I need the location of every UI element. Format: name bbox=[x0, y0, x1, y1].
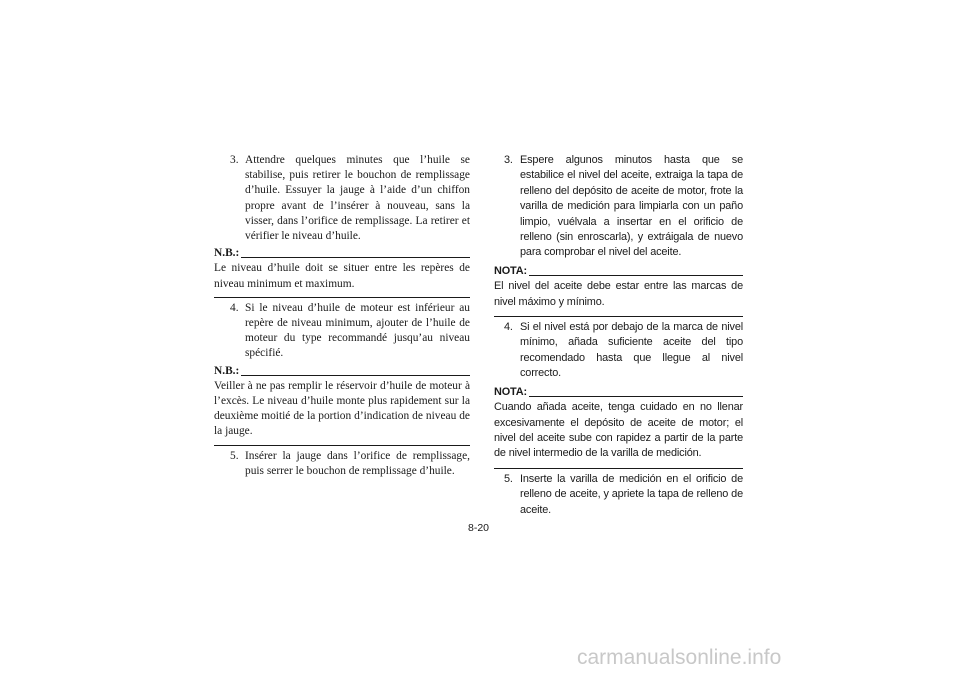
fr-note-2 bbox=[214, 364, 470, 446]
es-note-2-rule bbox=[529, 396, 743, 397]
es-note-1 bbox=[494, 264, 743, 317]
fr-note-2-header bbox=[214, 364, 470, 379]
fr-note-2-label: N.B.: bbox=[214, 364, 240, 377]
es-note-2-text: Cuando añada aceite, tenga cuidado en no llenar excesivamente el depósito de aceite de motor; el nivel del aceite sube con rapidez a partir de la parte de nivel intermedio de la varilla de medición. bbox=[494, 400, 743, 469]
es-note-1-header bbox=[494, 264, 743, 279]
es-step-3-text: Espere algunos minutos hasta que se estabilice el nivel del aceite, extraiga la tapa de relleno del depósito de aceite de motor, frote la varilla de medición para limpiarla con un paño limpio, vuélvala a insertar en el orificio de relleno (sin enroscarla), y extráigala de nuevo para comprobar el nivel del aceite. bbox=[520, 154, 743, 259]
fr-step-4 bbox=[214, 301, 470, 362]
es-step-3-number: 3. bbox=[504, 154, 513, 166]
es-note-2-header bbox=[494, 385, 743, 400]
fr-note-2-text: Veiller à ne pas remplir le réservoir d’huile de moteur à l’excès. Le niveau d’huile monte plus rapidement sur la deuxième moitié de la portion d’indication de niveau de la jauge. bbox=[214, 379, 470, 446]
fr-step-4-text: Si le niveau d’huile de moteur est inférieur au repère de niveau minimum, ajouter de l’huile de moteur du type recommandé jusqu’au niveau spécifié. bbox=[245, 301, 470, 360]
es-step-4-text: Si el nivel está por debajo de la marca de nivel mínimo, añada suficiente aceite del tipo recomendado hasta que llegue al nivel correcto. bbox=[520, 321, 743, 380]
fr-note-1 bbox=[214, 246, 470, 298]
fr-note-2-rule bbox=[241, 375, 470, 376]
fr-step-3 bbox=[214, 153, 470, 244]
watermark: carmanualsonline.info bbox=[577, 646, 782, 669]
es-step-4-number: 4. bbox=[504, 321, 513, 334]
fr-note-1-rule bbox=[241, 257, 470, 258]
page-number: 8-20 bbox=[468, 522, 490, 534]
spanish-column bbox=[494, 153, 743, 518]
fr-step-5-text: Insérer la jauge dans l’orifice de remplissage, puis serrer le bouchon de remplissage d’huile. bbox=[245, 449, 470, 477]
es-note-1-rule bbox=[529, 275, 743, 276]
fr-step-4-number: 4. bbox=[230, 301, 239, 314]
fr-note-1-label: N.B.: bbox=[214, 247, 240, 260]
es-note-2-label: NOTA: bbox=[494, 385, 527, 398]
fr-step-3-text: Attendre quelques minutes que l’huile se stabilise, puis retirer le bouchon de remplissage d’huile. Essuyer la jauge à l’aide d’un chiffon propre avant de l’insérer à nouveau, sans la visser, dans l’orifice de remplissage. La retirer et vérifier le niveau d’huile. bbox=[245, 154, 470, 243]
es-step-5-text: Inserte la varilla de medición en el orificio de relleno de aceite, y apriete la tapa de relleno de aceite. bbox=[520, 472, 743, 516]
es-note-2 bbox=[494, 385, 743, 469]
fr-step-5-number: 5. bbox=[230, 449, 239, 462]
es-step-3 bbox=[494, 153, 743, 261]
es-step-5-number: 5. bbox=[504, 472, 513, 485]
french-column bbox=[214, 153, 470, 479]
es-step-5 bbox=[494, 472, 743, 518]
es-step-4 bbox=[494, 320, 743, 382]
fr-step-3-number: 3. bbox=[230, 154, 239, 166]
fr-step-5 bbox=[214, 449, 470, 479]
es-note-1-text: El nivel del aceite debe estar entre las marcas de nivel máximo y mínimo. bbox=[494, 279, 743, 317]
fr-note-1-text: Le niveau d’huile doit se situer entre les repères de niveau minimum et maximum. bbox=[214, 261, 470, 297]
fr-note-1-header bbox=[214, 246, 470, 261]
es-note-1-label: NOTA: bbox=[494, 264, 527, 277]
